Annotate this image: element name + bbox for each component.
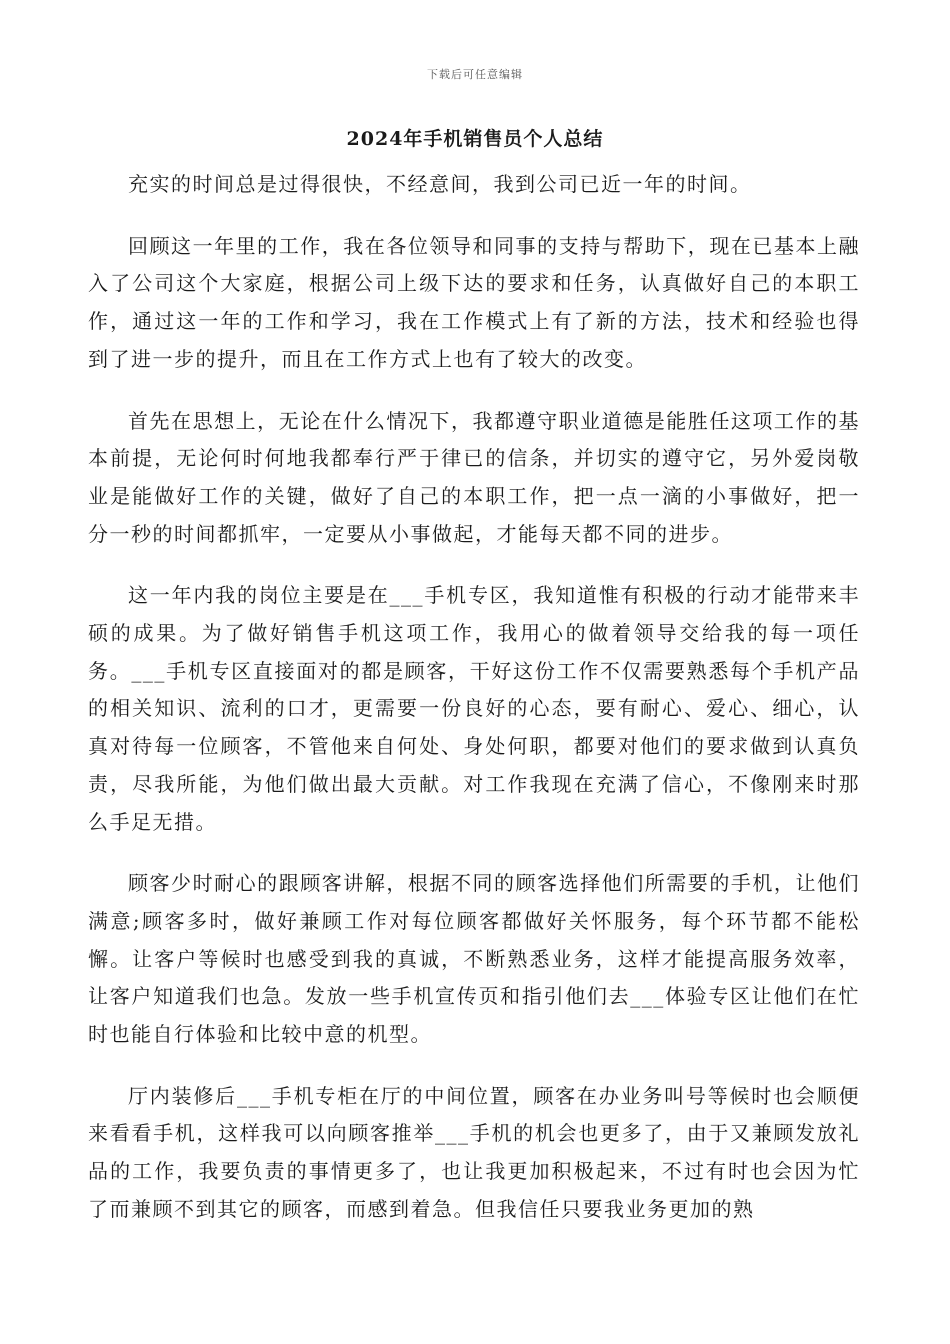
paragraph: 厅内装修后___手机专柜在厅的中间位置，顾客在办业务叫号等候时也会顺便来看看手机，这样我可以向顾客推举___手机的机会也更多了，由于又兼顾发放礼品的工作，我要负责的事情更多了，也让我更加积极起来，不过有时也会因为忙了而兼顾不到其它的顾客，而感到着急。但我信任只要我业务更加的熟	[88, 1083, 860, 1221]
paragraph: 顾客少时耐心的跟顾客讲解，根据不同的顾客选择他们所需要的手机，让他们满意;顾客多时，做好兼顾工作对每位顾客都做好关怀服务，每个环节都不能松懈。让客户等候时也感受到我的真诚，不断熟悉业务，这样才能提高服务效率，让客户知道我们也急。发放一些手机宣传页和指引他们去___体验专区让他们在忙时也能自行体验和比较中意的机型。	[88, 871, 860, 1047]
paragraph: 充实的时间总是过得很快，不经意间，我到公司已近一年的时间。	[128, 172, 752, 196]
paragraph: 回顾这一年里的工作，我在各位领导和同事的支持与帮助下，现在已基本上融入了公司这个大家庭，根据公司上级下达的要求和任务，认真做好自己的本职工作，通过这一年的工作和学习，我在工作模式上有了新的方法，技术和经验也得到了进一步的提升，而且在工作方式上也有了较大的改变。	[88, 233, 860, 371]
document-body	[88, 150, 860, 1253]
document-title: 2024年手机销售员个人总结	[346, 128, 604, 150]
paragraph: 这一年内我的岗位主要是在___手机专区，我知道惟有积极的行动才能带来丰硕的成果。为了做好销售手机这项工作，我用心的做着领导交给我的每一项任务。___手机专区直接面对的都是顾客，干好这份工作不仅需要熟悉每个手机产品的相关知识、流利的口才，更需要一份良好的心态，要有耐心、爱心、细心，认真对待每一位顾客，不管他来自何处、身处何职，都要对他们的要求做到认真负责，尽我所能，为他们做出最大贡献。对工作我现在充满了信心，不像刚来时那么手足无措。	[88, 583, 860, 834]
header-note: 下载后可任意编辑	[427, 68, 523, 81]
paragraph: 首先在思想上，无论在什么情况下，我都遵守职业道德是能胜任这项工作的基本前提，无论何时何地我都奉行严于律已的信条，并切实的遵守它，另外爱岗敬业是能做好工作的关键，做好了自己的本职工作，把一点一滴的小事做好，把一分一秒的时间都抓牢，一定要从小事做起，才能每天都不同的进步。	[88, 408, 860, 546]
